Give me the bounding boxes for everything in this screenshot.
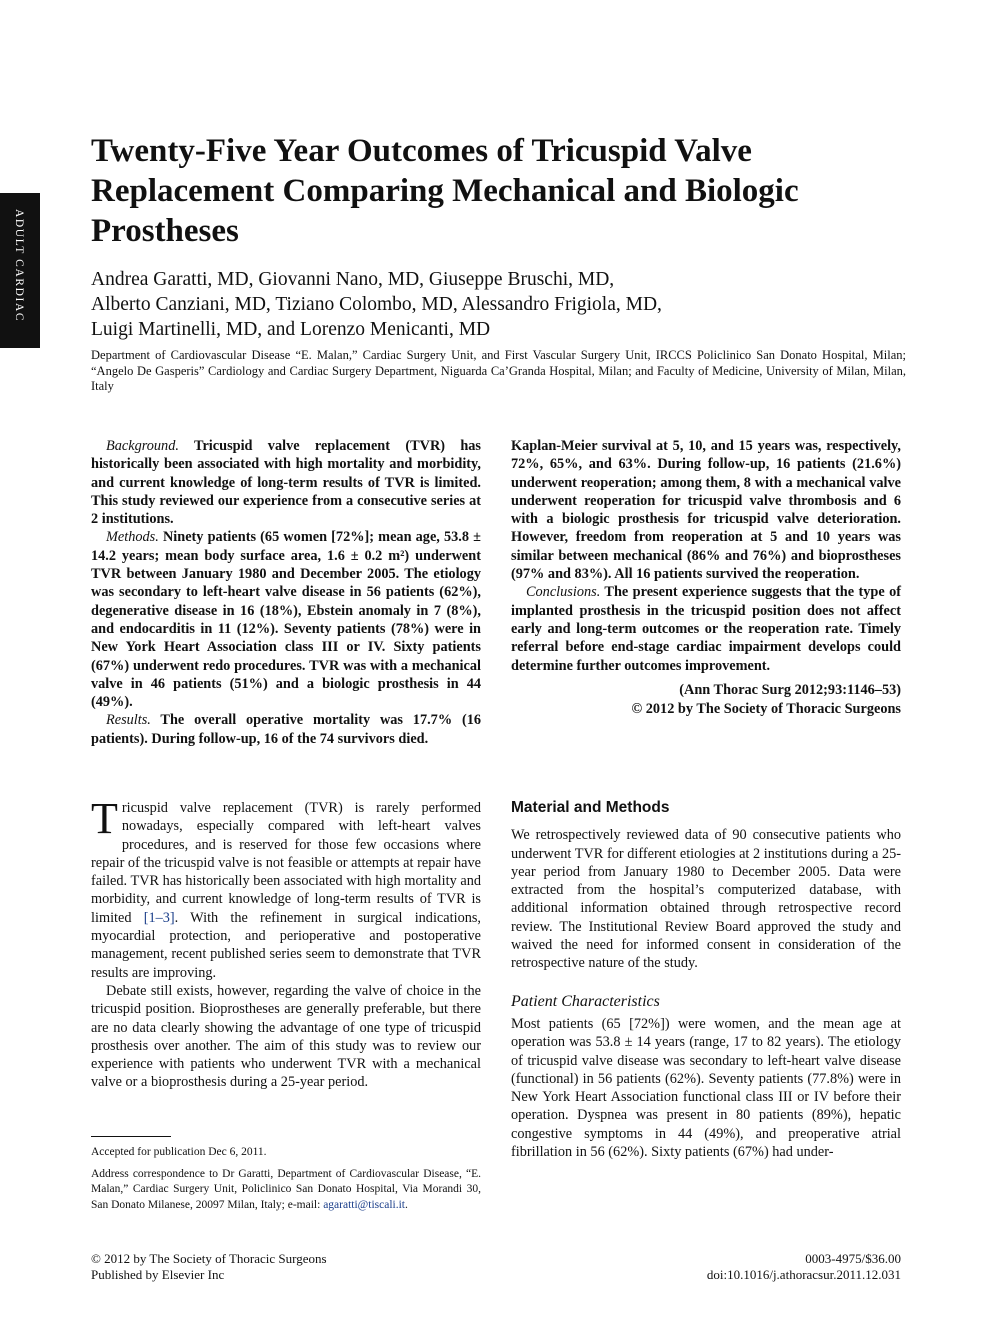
correspondence-text: Address correspondence to Dr Garatti, Department of Cardiovascular Disease, “E. Malan,” Cardiac Surgery Unit, Policlinico San Donato Hospital, Via Morandi 30, San Donato Milanese, 20097 Milan, Italy; e-mail: bbox=[91, 1167, 481, 1211]
affiliation: Department of Cardiovascular Disease “E. Malan,” Cardiac Surgery Unit, and First Vascular Surgery Unit, IRCCS Policlinico San Donato Hospital, Milan; “Angelo De Gasperis” Cardiology and Cardiac Surgery Department, Niguarda Ca’Granda Hospital, Milan; and Faculty of Medicine, University of Milan, Milan, Italy bbox=[91, 348, 906, 393]
abstract-text: The overall operative mortality was 17.7% (16 patients). During follow-up, 16 of the 74 survivors died. bbox=[91, 712, 481, 747]
methods-paragraph: We retrospectively reviewed data of 90 consecutive patients who underwent TVR for different etiologies at 2 institutions during a 25-year period from January 1980 to December 2005. Data were extracted from the hospital’s computerized database, with additional information obtained through retrospective record review. The Institutional Review Board approved the study and waived the need for informed consent in consideration of the retrospective nature of the study. bbox=[511, 827, 901, 972]
abstract-text: Kaplan-Meier survival at 5, 10, and 15 years was, respectively, 72%, 65%, and 63%. During follow-up, 16 patients (21.6%) underwent reoperation; among them, 8 with a mechanical valve underwent reoperation for tricuspid valve thrombosis and 6 with a biologic prosthesis for tricuspid valve deterioration. However, freedom from reoperation at 5 and 10 years was similar between mechanical (86% and 76%) and bioprostheses (97% and 83%). All 16 patients survived the reoperation. bbox=[511, 438, 901, 583]
section-tab bbox=[0, 193, 40, 348]
section-tab-label: ADULT CARDIAC bbox=[13, 209, 25, 323]
email-link[interactable]: agaratti@tiscali.it bbox=[323, 1198, 406, 1211]
abstract-methods bbox=[91, 528, 481, 711]
footnote-divider bbox=[91, 1136, 171, 1137]
intro-text: . With the refinement in surgical indications, myocardial protection, and perioperative and postoperative management, recent published series seem to demonstrate that TVR results are improving. bbox=[91, 909, 482, 981]
abstract-label: Results. bbox=[106, 712, 151, 729]
abstract-copyright: © 2012 by The Society of Thoracic Surgeons bbox=[631, 700, 901, 717]
author-line: Alberto Canziani, MD, Tiziano Colombo, MD, Alessandro Frigiola, MD, bbox=[91, 294, 662, 315]
footer-publisher bbox=[91, 1251, 327, 1283]
abstract-text: The present experience suggests that the type of implanted prosthesis in the tricuspid position does not affect early and long-term outcomes or the reoperation rate. Timely referral before end-stage cardiac impairment develops could determine further outcomes improvement. bbox=[511, 584, 901, 674]
footer-identifiers bbox=[600, 1251, 901, 1283]
intro-paragraph bbox=[91, 794, 482, 982]
drop-cap: T bbox=[91, 794, 118, 843]
abstract-results-continued bbox=[511, 437, 901, 583]
abstract-text: Tricuspid valve replacement (TVR) has historically been associated with high mortality and morbidity, and current knowledge of long-term results of TVR is limited. This study reviewed our experience from a consecutive series at 2 institutions. bbox=[91, 438, 481, 528]
subsection-heading: Patient Characteristics bbox=[511, 992, 660, 1010]
author-list bbox=[91, 267, 891, 342]
footer-publisher-name: Published by Elsevier Inc bbox=[91, 1267, 225, 1282]
abstract-label: Conclusions. bbox=[526, 584, 601, 601]
methods-paragraph: Most patients (65 [72%]) were women, and the mean age at operation was 53.8 ± 14 years (range, 17 to 82 years). The etiology of tricuspid valve disease was secondary to left-heart valve disease (functional) in 56 patients (62%). Seventy patients (77.8%) were in New York Heart Association functional class III or IV before their operation. Dyspnea was present in 80 patients (89%), hepatic congestive symptoms in 44 (49%), and preoperative atrial fibrillation in 56 (62%). Sixty patients (67%) had under- bbox=[511, 1015, 901, 1161]
reference-link[interactable]: [1–3] bbox=[143, 909, 175, 926]
correspondence-note bbox=[91, 1167, 481, 1214]
footer-copyright: © 2012 by The Society of Thoracic Surgeons bbox=[91, 1251, 327, 1266]
abstract-background bbox=[91, 437, 481, 528]
abstract-results bbox=[91, 711, 481, 748]
footnotes bbox=[91, 1145, 481, 1219]
abstract-conclusions bbox=[511, 583, 901, 674]
accepted-note: Accepted for publication Dec 6, 2011. bbox=[91, 1146, 267, 1158]
author-line: Luigi Martinelli, MD, and Lorenzo Menicanti, MD bbox=[91, 319, 491, 340]
author-line: Andrea Garatti, MD, Giovanni Nano, MD, Giuseppe Bruschi, MD, bbox=[91, 269, 615, 290]
introduction bbox=[91, 794, 482, 1092]
section-heading: Material and Methods bbox=[511, 799, 670, 816]
intro-text: ricuspid valve replacement (TVR) is rarely performed nowadays, especially compared with left-heart valves procedures, and is reserved for those few occasions where repair of the tricuspid valve is not feasible or attempts at repair have failed. TVR has historically been associated with high mortality and morbidity, and current knowledge of long-term results of TVR is limited bbox=[91, 800, 481, 926]
intro-paragraph: Debate still exists, however, regarding the valve of choice in the tricuspid position. Bioprostheses are generally preferable, but there are no data clearly showing the advantage of one type of tricuspid prosthesis over another. The aim of this study was to review our experience with patients who underwent TVR with a mechanical valve or a bioprosthesis during a 25-year period. bbox=[91, 982, 481, 1091]
footer-issn: 0003-4975/$36.00 bbox=[805, 1251, 901, 1266]
article-title: Twenty-Five Year Outcomes of Tricuspid Valve Replacement Comparing Mechanical and Biologic Prostheses bbox=[91, 133, 799, 249]
abstract-left-column bbox=[91, 437, 481, 748]
journal-citation: (Ann Thorac Surg 2012;93:1146–53) bbox=[679, 681, 901, 698]
correspondence-text: . bbox=[405, 1198, 408, 1211]
abstract-label: Background. bbox=[106, 438, 179, 454]
abstract-right-column bbox=[511, 437, 901, 719]
abstract-label: Methods. bbox=[106, 529, 159, 546]
footer-doi: doi:10.1016/j.athoracsur.2011.12.031 bbox=[706, 1267, 901, 1282]
abstract-text: Ninety patients (65 women [72%]; mean age, 53.8 ± 14.2 years; mean body surface area, 1.6 ± 0.2 m²) underwent TVR between January 1980 and December 2005. The etiology was secondary to left-heart valve disease in 56 patients (62%), degenerative disease in 16 (18%), Ebstein anomaly in 7 (8%), and endocarditis in 11 (12%). Seventy patients (78%) were in New York Heart Association class III or IV. Sixty patients (67%) underwent redo procedures. TVR was with a mechanical valve in 46 patients (51%) and a biologic prosthesis in 44 (49%). bbox=[91, 529, 481, 711]
methods-section bbox=[511, 799, 901, 1161]
